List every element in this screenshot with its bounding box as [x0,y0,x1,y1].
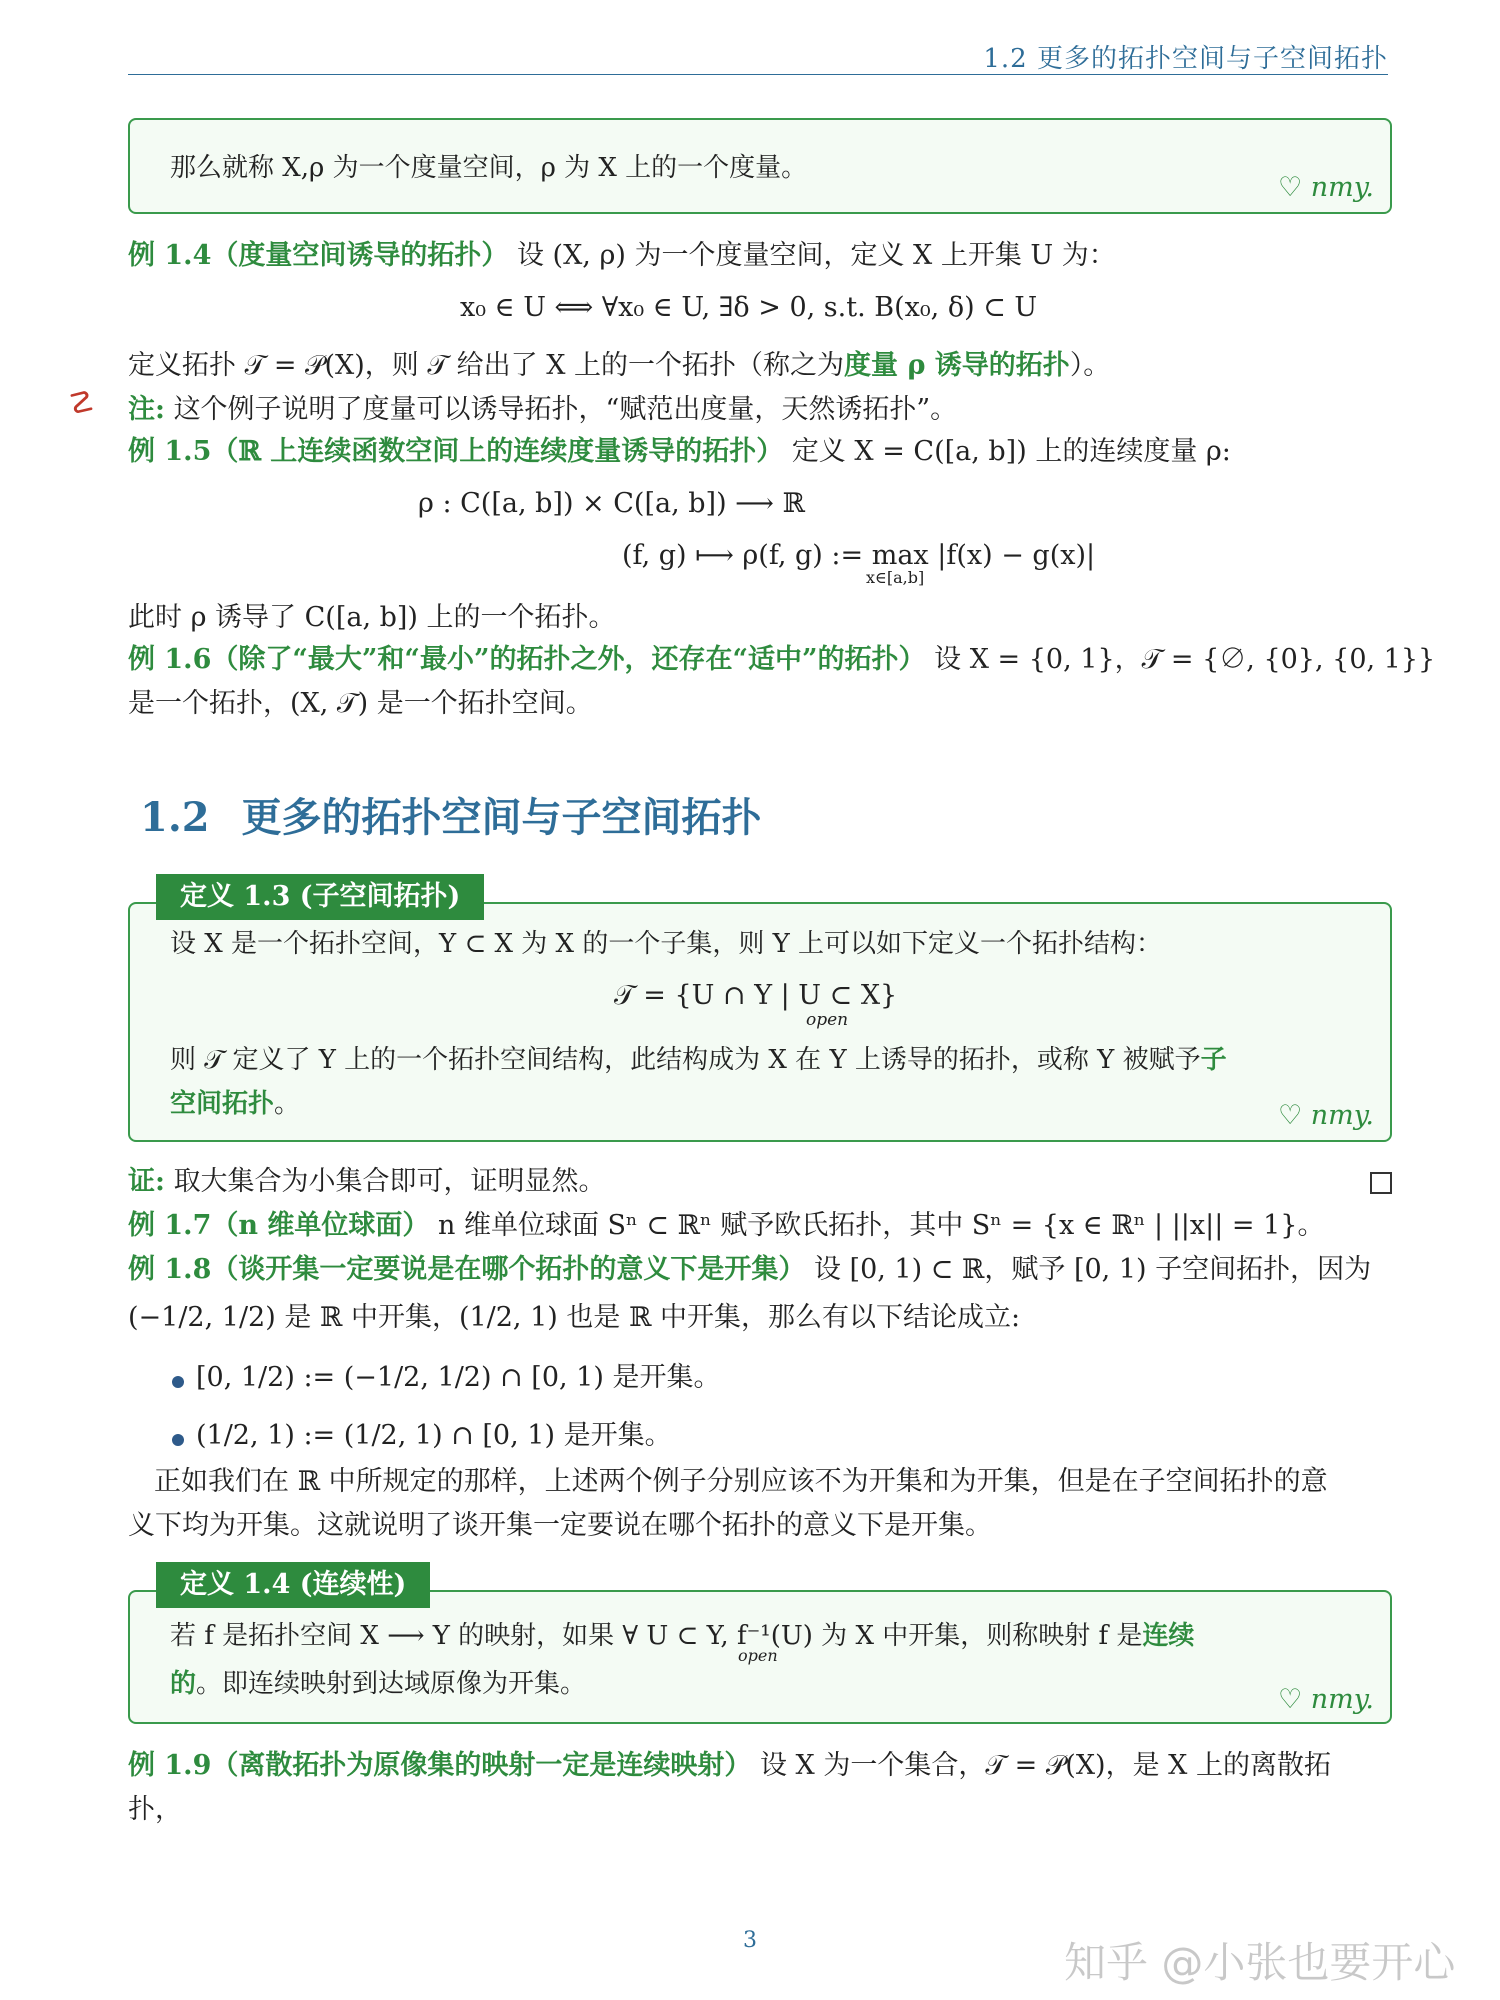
example-1-9-label: 例 1.9（离散拓扑为原像集的映射一定是连续映射） [128,1750,752,1781]
section-title: 更多的拓扑空间与子空间拓扑 [241,794,762,841]
example-1-8-line-2: (−1/2, 1/2) 是 ℝ 中开集，(1/2, 1) 也是 ℝ 中开集，那么有以下结论成立: [128,1302,1021,1333]
example-1-5 [128,432,1390,472]
proof-text: 取大集合为小集合即可，证明显然。 [173,1166,606,1197]
example-1-5-formula-2-sub: x∈[a,b] [866,568,925,587]
example-1-4-conclusion-term: 度量 ρ 诱导的拓扑 [844,350,1070,381]
example-1-8-paragraph-1: 正如我们在 ℝ 中所规定的那样，上述两个例子分别应该不为开集和为开集，但是在子空间拓扑的意 [154,1466,1328,1497]
page-number: 3 [743,1928,757,1953]
example-1-6-text: 设 X = {0, 1}，𝒯 = {∅, {0}, {0, 1}} [934,644,1436,675]
definition-1-4-line-2 [170,1664,586,1704]
example-1-6 [128,640,1436,680]
example-1-4-label: 例 1.4（度量空间诱导的拓扑） [128,240,509,271]
example-1-8 [128,1250,1390,1290]
definition-1-3-line-2 [170,1040,1227,1080]
definition-1-3-line-3-end: 。 [274,1089,301,1119]
note [128,390,1390,430]
example-1-4-formula: x₀ ∈ U ⟺ ∀x₀ ∈ U, ∃δ > 0, s.t. B(x₀, δ) ⊂ U [460,292,1038,323]
running-title: 1.2 更多的拓扑空间与子空间拓扑 [983,44,1388,74]
definition-1-3-term: 空间拓扑 [170,1089,275,1119]
definition-1-3-signature: ♡ nmy. [1277,1100,1374,1131]
example-1-4-conclusion [128,346,1390,386]
definition-1-3-line-2-text: 则 𝒯 定义了 Y 上的一个拓扑空间结构，此结构成为 X 在 Y 上诱导的拓扑，或称 Y 被赋予 [170,1045,1201,1075]
example-1-9-text: 设 X 为一个集合，𝒯 = 𝒫(X)，是 X 上的离散拓 [759,1750,1331,1781]
example-1-5-formula-1: ρ : C([a, b]) × C([a, b]) ⟶ ℝ [418,488,805,519]
note-mark: 注: [128,394,165,425]
example-1-7-text: n 维单位球面 Sⁿ ⊂ ℝⁿ 赋予欧氏拓扑，其中 Sⁿ = {x ∈ ℝⁿ | ||x|| = 1}。 [438,1210,1325,1241]
definition-1-3-title: 定义 1.3 (子空间拓扑) [156,874,484,920]
definition-1-4-line-1 [170,1616,1194,1656]
watermark: 知乎 @小张也要开心 [1064,1938,1456,1987]
note-text: 这个例子说明了度量可以诱导拓扑，“赋范出度量，天然诱拓扑”。 [173,394,958,425]
qed-square-icon [1370,1172,1392,1194]
box-top-text: 那么就称 X,ρ 为一个度量空间，ρ 为 X 上的一个度量。 [170,153,808,183]
definition-1-3-line-3 [170,1084,300,1124]
section-heading [140,786,762,843]
definition-1-3-term-start: 子 [1200,1045,1227,1075]
definition-1-4-term-end: 的 [170,1669,197,1699]
example-1-6-label: 例 1.6（除了“最大”和“最小”的拓扑之外，还存在“适中”的拓扑） [128,644,926,675]
example-1-8-label: 例 1.8（谈开集一定要说是在哪个拓扑的意义下是开集） [128,1254,806,1285]
example-1-6-line-2: 是一个拓扑，(X, 𝒯) 是一个拓扑空间。 [128,688,593,719]
definition-1-4-line-2-text: 。即连续映射到达域原像为开集。 [196,1669,587,1699]
bullet-icon [172,1434,184,1446]
example-1-5-label: 例 1.5（ℝ 上连续函数空间上的连续度量诱导的拓扑） [128,436,784,467]
bullet-icon [172,1376,184,1388]
example-1-8-paragraph-2: 义下均为开集。这就说明了谈开集一定要说在哪个拓扑的意义下是开集。 [128,1510,992,1541]
example-1-4-conclusion-a: 定义拓扑 𝒯 = 𝒫(X)，则 𝒯 给出了 X 上的一个拓扑（称之为 [128,350,845,381]
definition-1-3-line-1: 设 X 是一个拓扑空间，Y ⊂ X 为 X 的一个子集，则 Y 上可以如下定义一个拓扑结构： [170,929,1163,959]
example-1-8-bullet-2: (1/2, 1) := (1/2, 1) ∩ [0, 1) 是开集。 [196,1420,672,1451]
proof-mark: 证: [128,1166,165,1197]
definition-1-3-formula: 𝒯 = {U ∩ Y | U ⊂ X} [614,980,898,1011]
section-number: 1.2 [140,794,210,841]
example-1-5-after: 此时 ρ 诱导了 C([a, b]) 上的一个拓扑。 [128,602,616,633]
example-1-5-formula-2: (f, g) ⟼ ρ(f, g) := max |f(x) − g(x)| [622,540,1096,571]
example-1-8-bullet-1: [0, 1/2) := (−1/2, 1/2) ∩ [0, 1) 是开集。 [196,1362,721,1393]
proof [128,1162,1390,1202]
definition-1-4-line-1-text: 若 f 是拓扑空间 X ⟶ Y 的映射，如果 ∀ U ⊂ Y, f⁻¹(U) 为 X 中开集，则称映射 f 是 [170,1621,1143,1651]
header-rule [128,74,1388,75]
example-1-7 [128,1206,1390,1246]
definition-1-4-signature: ♡ nmy. [1277,1684,1374,1715]
example-1-7-label: 例 1.7（n 维单位球面） [128,1210,430,1241]
example-1-4 [128,236,1390,276]
example-1-9 [128,1746,1390,1786]
example-1-8-text: 设 [0, 1) ⊂ ℝ，赋予 [0, 1) 子空间拓扑，因为 [813,1254,1372,1285]
definition-1-3-formula-sub: open [806,1010,849,1030]
example-1-9-line-2: 扑， [128,1794,182,1825]
example-1-4-text: 设 (X, ρ) 为一个度量空间，定义 X 上开集 U 为： [516,240,1116,271]
definition-1-4-title: 定义 1.4 (连续性) [156,1562,430,1608]
margin-warning-icon: ☡ [68,386,95,421]
definition-1-4-sub: open [738,1646,778,1665]
box-top-signature: ♡ nmy. [1277,172,1374,203]
definition-1-4-term: 连续 [1142,1621,1195,1651]
example-1-4-conclusion-c: ）。 [1069,350,1111,381]
example-1-5-text: 定义 X = C([a, b]) 上的连续度量 ρ: [791,436,1231,467]
